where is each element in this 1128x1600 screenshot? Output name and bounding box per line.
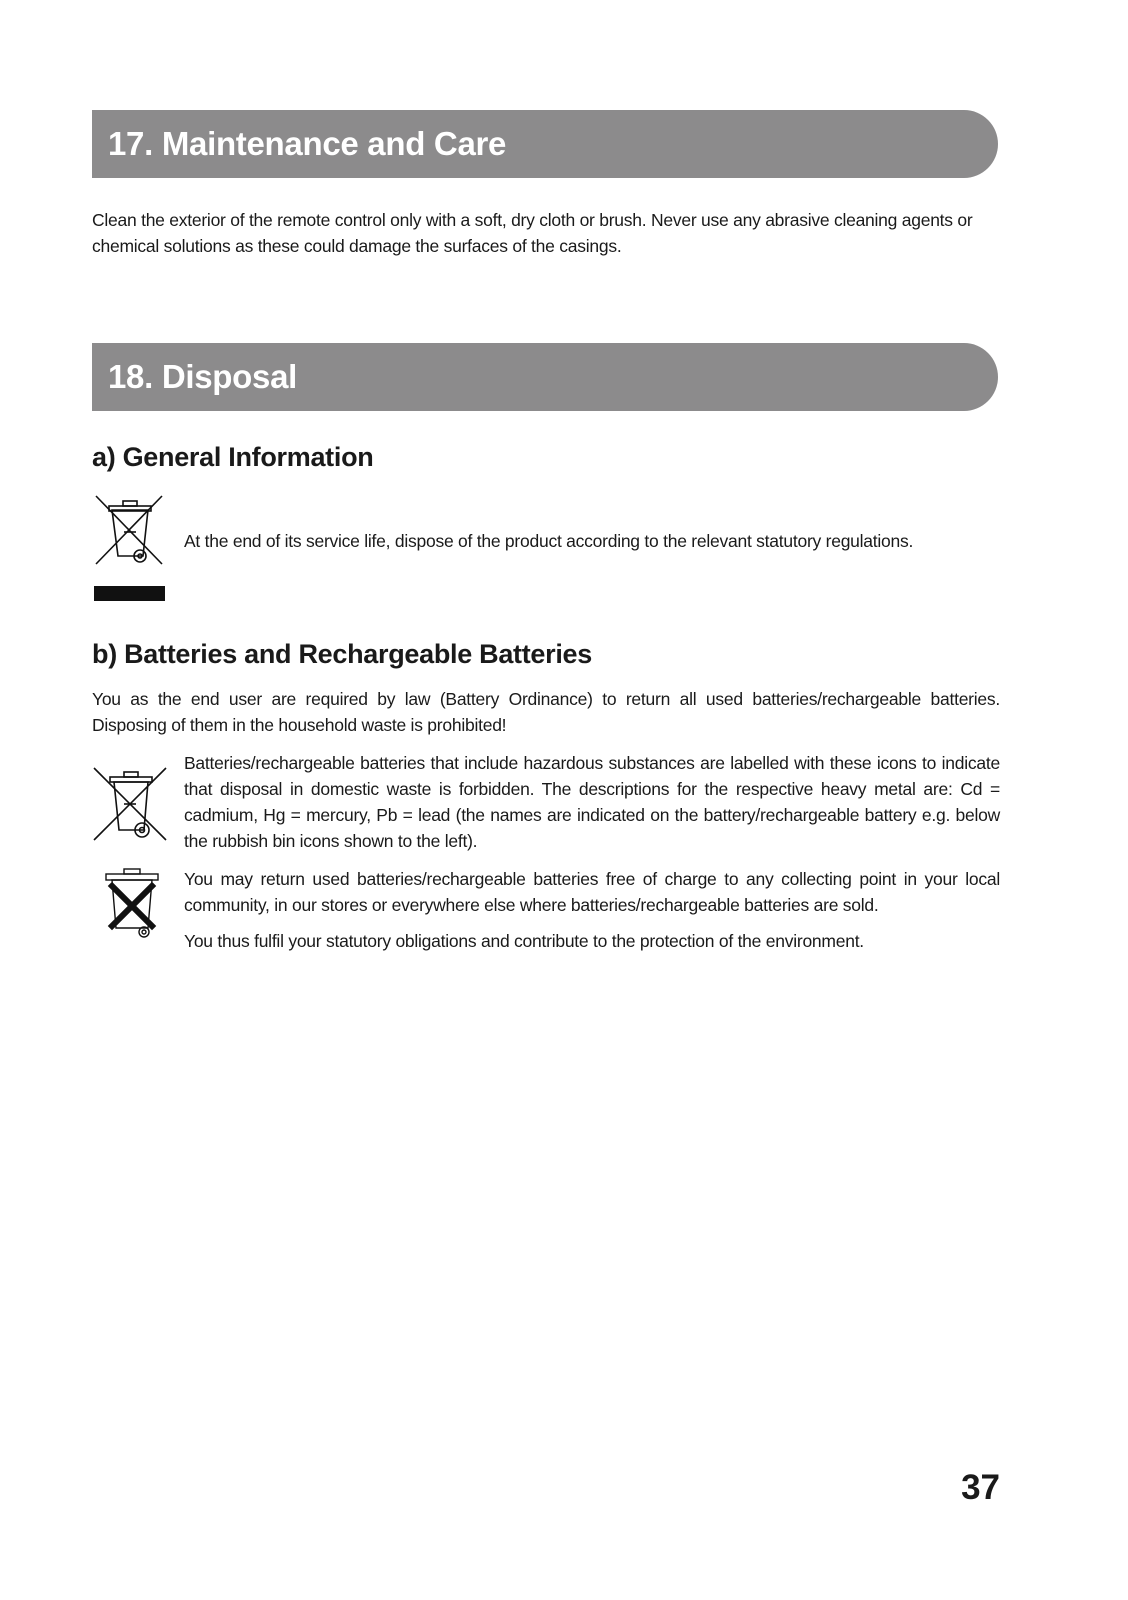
general-information-text: At the end of its service life, dispose of the product according to the relevant statutory regulations. [184,531,914,551]
section-banner-disposal [92,343,998,411]
hazardous-batteries-text: Batteries/rechargeable batteries that include hazardous substances are labelled with these icons to indicate that disposal in domestic waste is forbidden. The descriptions for the respective heavy metal are: Cd = cadmium, Hg = mercury, Pb = lead (the names are indicated on the battery/rechargeable battery e.g. below the rubbish bin icons shown to the left). [184,753,1000,851]
maintenance-text: Clean the exterior of the remote control only with a soft, dry cloth or brush. Never use any abrasive cleaning agents or chemical solutions as these could damage the surfaces of the casings. [92,210,973,256]
batteries-heading: b) Batteries and Rechargeable Batteries [92,639,592,669]
return-batteries-text: You may return used batteries/rechargeable batteries free of charge to any collecting point in your local community, in our stores or everywhere else where batteries/rechargeable batteries are sold. [184,869,1000,915]
crossed-out-wheelie-bin-icon [90,492,168,570]
section-banner-maintenance [92,110,998,178]
general-information-heading: a) General Information [92,442,374,472]
batteries-intro-text: You as the end user are required by law (Battery Ordinance) to return all used batteries/rechargeable batteries. Disposing of them in the household waste is prohibited! [92,689,1000,735]
crossed-out-bin-icon [90,762,170,844]
section-title-maintenance: 17. Maintenance and Care [108,125,507,162]
crossed-out-bin-bold-icon [100,866,162,940]
weee-underline-bar [94,586,165,601]
section-title-disposal: 18. Disposal [108,358,297,395]
page-number: 37 [961,1468,1000,1507]
closing-text: You thus fulfil your statutory obligations and contribute to the protection of the environment. [184,931,864,951]
